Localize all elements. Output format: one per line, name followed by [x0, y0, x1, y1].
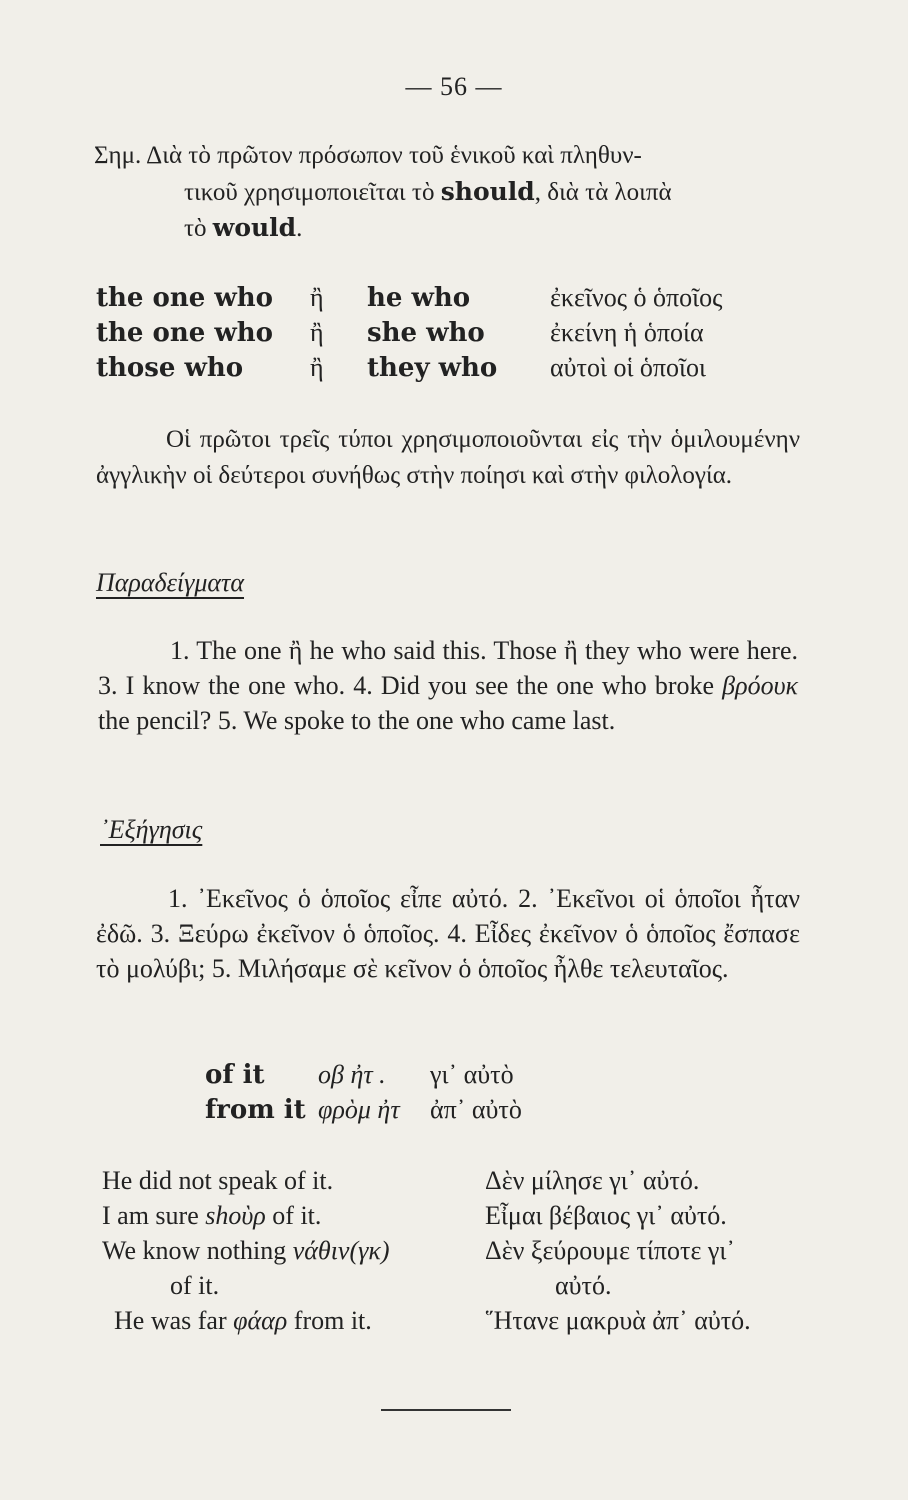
- of-it-pronunciation: φρὸμ ἠτ: [318, 1095, 400, 1124]
- pronoun-or: ἢ: [310, 283, 324, 312]
- sentence-english-text: He was far: [114, 1306, 234, 1335]
- pronoun-english: the one who: [96, 283, 273, 313]
- sentence-english: [170, 1271, 219, 1301]
- sentence-greek: ῞Ητανε μακρυὰ ἀπ᾿ αὐτό.: [485, 1306, 751, 1335]
- note-line-2: [184, 174, 672, 211]
- sentence-greek: Δὲν ξεύρουμε τίποτε γι᾿: [485, 1236, 736, 1265]
- note-line-3-end: .: [296, 215, 303, 242]
- sentence-english-text: He did not speak of it.: [102, 1166, 334, 1195]
- sentence-english-text: I am sure: [102, 1201, 206, 1230]
- examples-text-2: the pencil? 5. We spoke to the one who came last.: [98, 706, 616, 735]
- note-line-1: Σημ. Διὰ τὸ πρῶτον πρόσωπον τοῦ ἑνικοῦ καὶ πληθυν-: [94, 142, 642, 169]
- sentence-greek: Δὲν μίλησε γι᾿ αὐτό.: [485, 1166, 700, 1195]
- sentence-english-end: from it.: [287, 1306, 372, 1335]
- pronoun-greek: αὐτοὶ οἱ ὁποῖοι: [550, 353, 707, 382]
- pronoun-or: ἢ: [310, 353, 324, 382]
- sentence-english: [102, 1166, 333, 1196]
- note-would: would: [212, 213, 297, 242]
- pronoun-alt: he who: [367, 283, 471, 313]
- pronoun-alt: they who: [367, 353, 498, 383]
- examples-heading: Παραδείγματα: [96, 568, 245, 597]
- sentence-english: [102, 1236, 390, 1266]
- pronoun-english: the one who: [96, 318, 273, 348]
- examples-text-1: 1. The one ἢ he who said this. Those ἢ they who were here. 3. I know the one who. 4. Did you see the one who broke: [98, 636, 798, 700]
- of-it-greek: ἀπ᾿ αὐτὸ: [430, 1095, 522, 1124]
- note-line-3-text: τὸ: [184, 215, 207, 242]
- pronoun-alt: she who: [367, 318, 485, 348]
- pronoun-greek: ἐκεῖνος ὁ ὁποῖος: [550, 283, 723, 312]
- page-number: — 56 —: [405, 72, 503, 101]
- of-it-greek: γι᾿ αὐτὸ: [430, 1060, 514, 1089]
- note-line-2-end: , διὰ τὰ λοιπὰ: [534, 179, 672, 206]
- sentence-greek: Εἶμαι βέβαιος γι᾿ αὐτό.: [485, 1201, 727, 1230]
- of-it-pronunciation: οβ ἠτ .: [318, 1060, 386, 1089]
- of-it-phrase: of it: [205, 1060, 265, 1090]
- translation-heading: ᾿Εξήγησις: [100, 815, 203, 844]
- sentence-english-end: of it.: [265, 1201, 322, 1230]
- sentence-pronunciation: νάθιν(γκ): [292, 1236, 390, 1265]
- pronoun-greek: ἐκείνη ἡ ὁποία: [550, 318, 704, 347]
- sentence-english: [102, 1201, 321, 1231]
- note-line-2-text: τικοῦ χρησιμοποιεῖται τὸ: [184, 179, 435, 206]
- translation-paragraph: 1. ᾿Εκεῖνος ὁ ὁποῖος εἶπε αὐτό. 2. ᾿Εκεῖνοι οἱ ὁποῖοι ἦταν ἐδῶ. 3. Ξεύρω ἐκεῖνον ὁ ὁποῖος. 4. Εἶδες ἐκεῖνον ὁ ὁποῖος ἔσπασε τὸ μολύβι; 5. Μιλήσαμε σὲ κεῖνον ὁ ὁποῖος ἦλθε τελευταῖος.: [96, 884, 800, 983]
- sentence-greek: αὐτό.: [555, 1271, 612, 1300]
- sentence-english-text: We know nothing: [102, 1236, 293, 1265]
- sentence-english: [114, 1306, 372, 1336]
- usage-paragraph: Οἱ πρῶτοι τρεῖς τύποι χρησιμοποιοῦνται εἰς τὴν ὁμιλουμένην ἀγγλικὴν οἱ δεύτεροι συνήθως στὴν ποίησι καὶ στὴν φιλολογία.: [96, 426, 800, 489]
- of-it-phrase: from it: [205, 1095, 306, 1125]
- note-should: should: [440, 177, 535, 206]
- examples-pronunciation: βρόουκ: [722, 671, 798, 700]
- pronoun-english: those who: [96, 353, 244, 383]
- sentence-english-text: of it.: [170, 1271, 220, 1300]
- note-line-3: [184, 210, 302, 247]
- pronoun-or: ἢ: [310, 318, 324, 347]
- examples-paragraph: [98, 633, 798, 738]
- end-rule: [381, 1409, 511, 1411]
- sentence-pronunciation: φάαρ: [233, 1306, 288, 1335]
- sentence-pronunciation: shoὺρ: [205, 1201, 266, 1230]
